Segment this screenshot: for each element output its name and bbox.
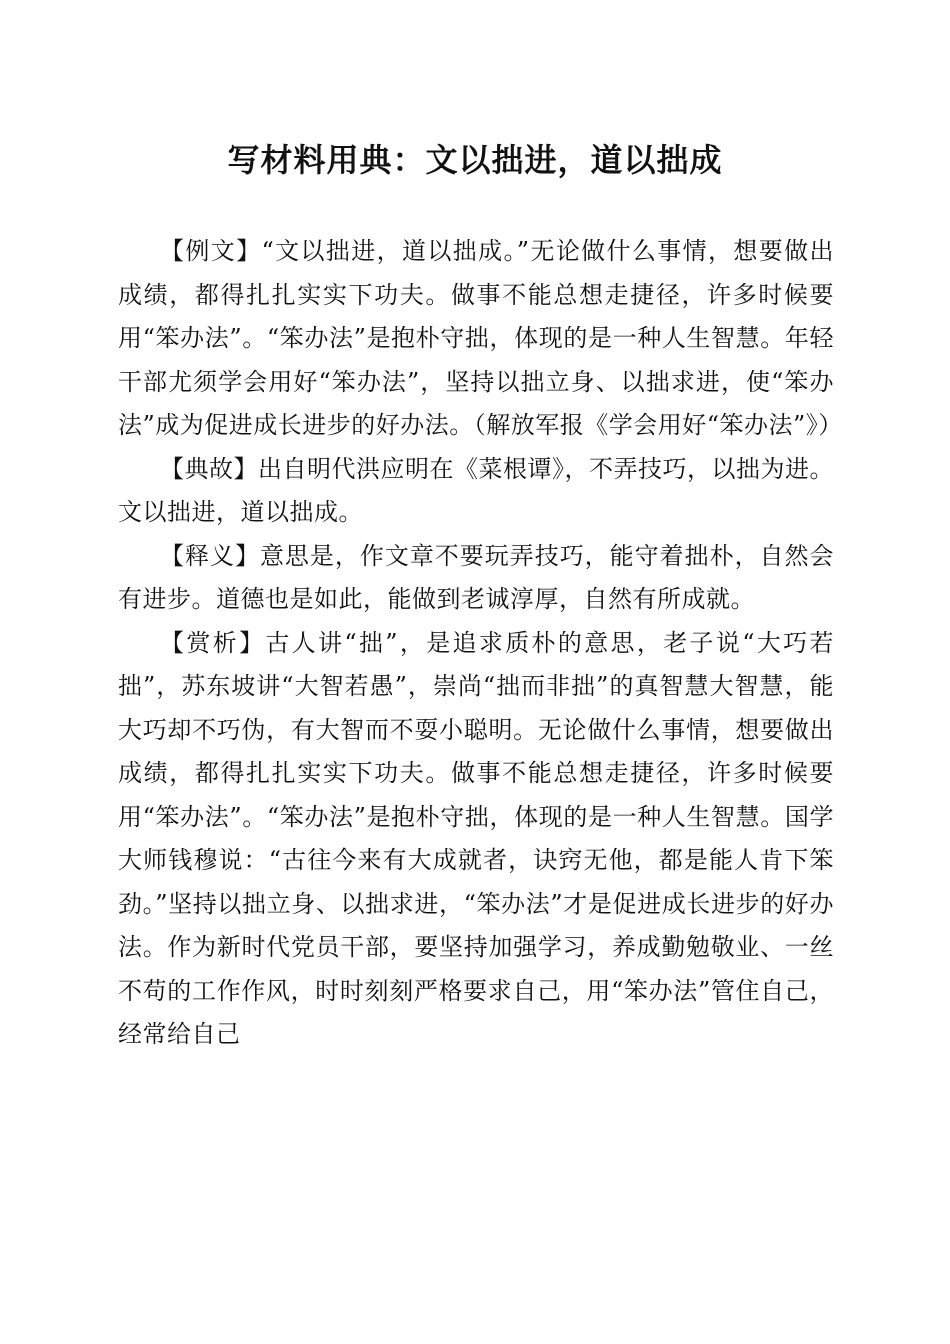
paragraph-tag: 【例文】 [160,237,262,265]
paragraph-allusion [118,448,834,535]
page-title: 写材料用典：文以拙进，道以拙成 [227,141,723,179]
paragraph-tag: 【赏析】 [160,628,266,657]
paragraph-text: 出自明代洪应明在《菜根谭》，不弄技巧，以拙为进。文以拙进，道以拙成。 [118,454,834,526]
paragraph-example [118,230,843,448]
paragraph-text: 意思是，作文章不要玩弄技巧，能守着拙朴，自然会有进步。道德也是如此，能做到老诚淳厚，自然有所成就。 [118,541,835,613]
paragraph-tag: 【释义】 [160,541,260,570]
paragraph-meaning [118,535,834,622]
document-body [118,230,843,1057]
paragraph-analysis [118,622,834,1057]
paragraph-text: 古人讲“拙”，是追求质朴的意思，老子说“大巧若拙”，苏东坡讲“大智若愚”，崇尚“拙而非拙”的真智慧大智慧，能大巧却不巧伪，有大智而不耍小聪明。无论做什么事情，想要做出成绩，都得扎扎实实下功夫。做事不能总想走捷径，许多时候要用“笨办法”。“笨办法”是抱朴守拙，体现的是一种人生智慧。国学大师钱穆说：“古往今来有大成就者，诀窍无他，都是能人肯下笨劲。”坚持以拙立身、以拙求进，“笨办法”才是促进成长进步的好办法。作为新时代党员干部，要坚持加强学习，养成勤勉敬业、一丝不苟的工作作风，时时刻刻严格要求自己，用“笨办法”管住自己，经常给自己 [118,628,835,1048]
paragraph-text: “文以拙进，道以拙成。”无论做什么事情，想要做出成绩，都得扎扎实实下功夫。做事不能总想走捷径，许多时候要用“笨办法”。“笨办法”是抱朴守拙，体现的是一种人生智慧。年轻干部尤须学会用好“笨办法”，坚持以拙立身、以拙求进，使“笨办法”成为促进成长进步的好办法。（解放军报《学会用好“笨办法”》） [118,237,843,439]
paragraph-tag: 【典故】 [160,454,258,483]
